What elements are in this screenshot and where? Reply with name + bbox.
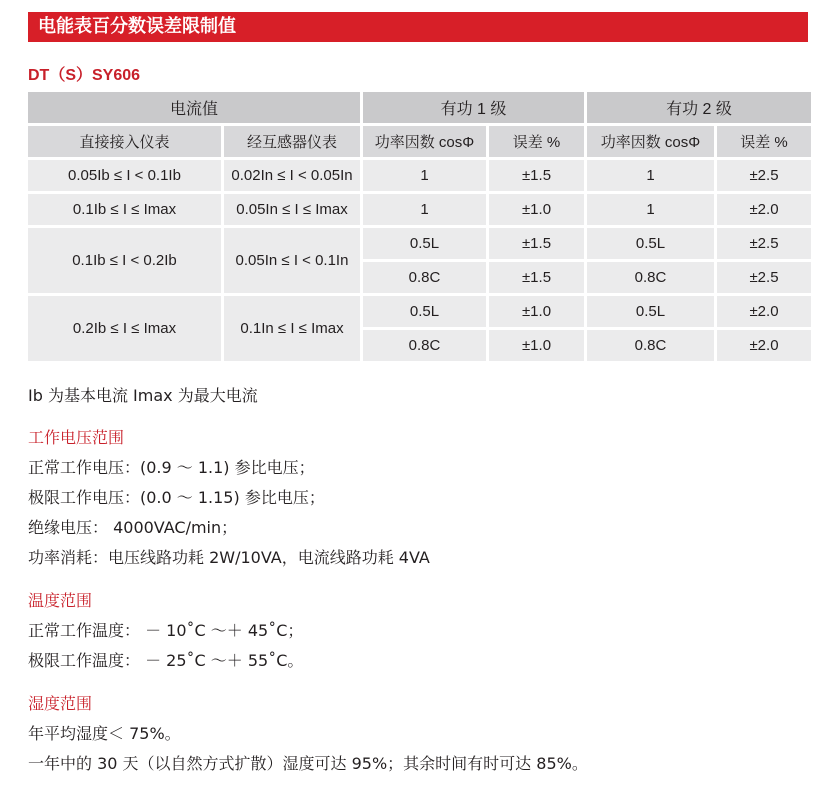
voltage-section-title: 工作电压范围	[28, 428, 125, 447]
voltage-line: 极限工作电压：(0.0 ～ 1.15) 参比电压；	[28, 488, 325, 507]
cell-err1: ±1.5	[489, 160, 584, 191]
table-row	[28, 194, 811, 225]
cell-err2: ±2.5	[717, 228, 811, 259]
voltage-line: 绝缘电压： 4000VAC/min；	[28, 518, 238, 537]
temperature-line: 正常工作温度： － 10˚C ～＋ 45˚C；	[28, 621, 304, 640]
cell-err1: ±1.5	[489, 228, 584, 259]
table-row	[28, 296, 811, 327]
cell-pf1: 0.5L	[363, 296, 486, 327]
cell-err1: ±1.0	[489, 330, 584, 361]
temperature-line: 极限工作温度： － 25˚C ～＋ 55˚C。	[28, 651, 304, 670]
humidity-line: 一年中的 30 天（以自然方式扩散）湿度可达 95%；其余时间有时可达 85%。	[28, 754, 588, 773]
header-current: 电流值	[28, 92, 360, 123]
table-subheader-row	[28, 126, 811, 157]
cell-pf1: 1	[363, 194, 486, 225]
header-class2: 有功 2 级	[587, 92, 811, 123]
cell-transformer: 0.1In ≤ I ≤ Imax	[224, 296, 360, 361]
cell-err1: ±1.0	[489, 296, 584, 327]
humidity-section	[28, 689, 588, 779]
cell-direct: 0.05Ib ≤ I < 0.1Ib	[28, 160, 221, 191]
cell-transformer: 0.02In ≤ I < 0.05In	[224, 160, 360, 191]
cell-err1: ±1.0	[489, 194, 584, 225]
table-row	[28, 228, 811, 259]
header-direct: 直接接入仪表	[28, 126, 221, 157]
header-err2: 误差 %	[717, 126, 811, 157]
temperature-section-title: 温度范围	[28, 591, 93, 610]
header-transformer: 经互感器仪表	[224, 126, 360, 157]
cell-pf2: 1	[587, 160, 714, 191]
cell-direct: 0.2Ib ≤ I ≤ Imax	[28, 296, 221, 361]
page-title-bar	[28, 12, 808, 42]
cell-direct: 0.1Ib ≤ I ≤ Imax	[28, 194, 221, 225]
humidity-section-title: 湿度范围	[28, 694, 93, 713]
voltage-line: 正常工作电压：(0.9 ～ 1.1) 参比电压；	[28, 458, 315, 477]
cell-pf1: 0.5L	[363, 228, 486, 259]
page-title: 电能表百分数误差限制值	[38, 16, 236, 37]
table-header-row	[28, 92, 811, 123]
cell-err2: ±2.0	[717, 296, 811, 327]
header-pf2: 功率因数 cosΦ	[587, 126, 714, 157]
cell-direct: 0.1Ib ≤ I < 0.2Ib	[28, 228, 221, 293]
cell-pf2: 0.8C	[587, 262, 714, 293]
cell-err2: ±2.0	[717, 330, 811, 361]
voltage-section	[28, 423, 430, 573]
voltage-line: 功率消耗：电压线路功耗 2W/10VA，电流线路功耗 4VA	[28, 548, 430, 567]
cell-pf1: 0.8C	[363, 262, 486, 293]
header-pf1: 功率因数 cosΦ	[363, 126, 486, 157]
cell-err1: ±1.5	[489, 262, 584, 293]
cell-err2: ±2.5	[717, 262, 811, 293]
cell-pf2: 0.5L	[587, 228, 714, 259]
cell-pf2: 0.8C	[587, 330, 714, 361]
error-limit-table	[25, 89, 814, 364]
cell-pf2: 0.5L	[587, 296, 714, 327]
header-err1: 误差 %	[489, 126, 584, 157]
header-class1: 有功 1 级	[363, 92, 584, 123]
table-row	[28, 160, 811, 191]
model-number: DT（S）SY606	[28, 67, 141, 84]
cell-transformer: 0.05In ≤ I ≤ Imax	[224, 194, 360, 225]
cell-pf1: 1	[363, 160, 486, 191]
cell-pf1: 0.8C	[363, 330, 486, 361]
cell-err2: ±2.0	[717, 194, 811, 225]
cell-pf2: 1	[587, 194, 714, 225]
current-note: Ib 为基本电流 Imax 为最大电流	[28, 386, 258, 405]
humidity-line: 年平均湿度＜ 75%。	[28, 724, 181, 743]
cell-err2: ±2.5	[717, 160, 811, 191]
cell-transformer: 0.05In ≤ I < 0.1In	[224, 228, 360, 293]
temperature-section	[28, 586, 303, 676]
